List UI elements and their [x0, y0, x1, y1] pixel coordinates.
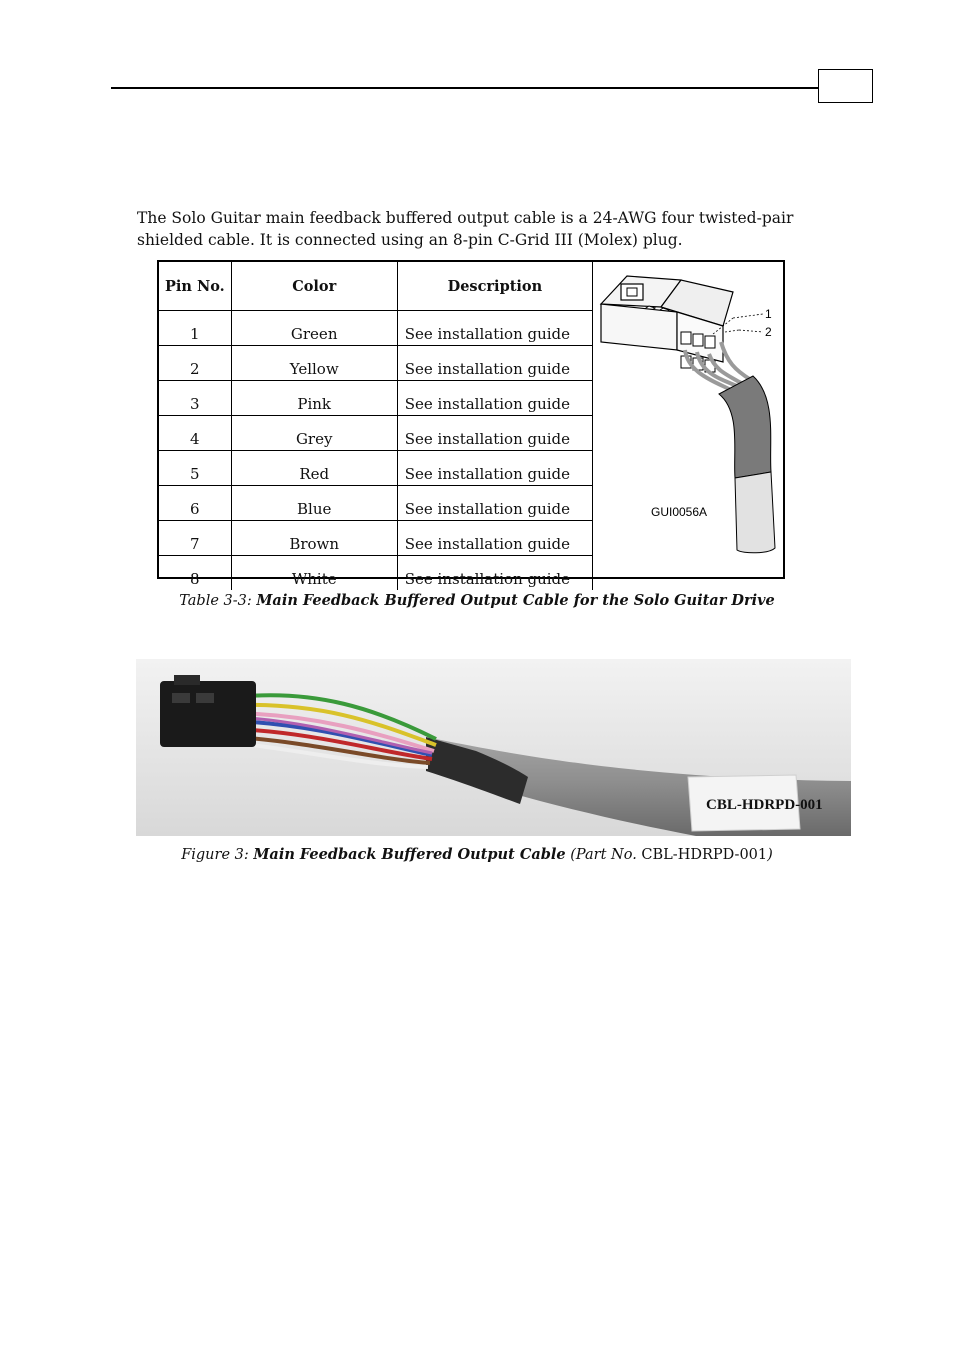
- cable-photo: [136, 659, 851, 836]
- color-cell: Blue: [231, 486, 397, 521]
- color-cell: Brown: [231, 521, 397, 556]
- page-number-box: [818, 69, 873, 103]
- pinout-table: [159, 262, 593, 590]
- diagram-code: GUI0056A: [651, 505, 708, 519]
- intro-paragraph: The Solo Guitar main feedback buffered output cable is a 24-AWG four twisted-pair shielded cable. It is connected using an 8-pin C-Grid III (Molex) plug.: [137, 209, 794, 249]
- figure-caption: [0, 846, 954, 863]
- table-row: [159, 486, 593, 521]
- description-cell: See installation guide: [397, 416, 592, 451]
- description-cell: See installation guide: [397, 381, 592, 416]
- table-caption-prefix: Table 3-3:: [179, 593, 257, 609]
- table-row: [159, 556, 593, 591]
- description-cell: See installation guide: [397, 451, 592, 486]
- connector-diagram: [593, 262, 783, 577]
- table-row: [159, 381, 593, 416]
- pin-cell: 5: [159, 451, 231, 486]
- table-header-row: [159, 262, 593, 311]
- figure-caption-part-close: ): [767, 847, 773, 863]
- pin-cell: 6: [159, 486, 231, 521]
- table-row: [159, 311, 593, 346]
- header-pin: Pin No.: [159, 262, 231, 311]
- description-cell: See installation guide: [397, 556, 592, 591]
- table-caption: [0, 592, 954, 609]
- figure-caption-part-open: (Part No.: [565, 847, 642, 863]
- pin-label-1: 1: [765, 307, 772, 321]
- figure-caption-part-no: CBL-HDRPD-001: [641, 847, 768, 863]
- pin-cell: 7: [159, 521, 231, 556]
- header-rule: [111, 87, 819, 89]
- color-cell: White: [231, 556, 397, 591]
- description-cell: See installation guide: [397, 521, 592, 556]
- table-row: [159, 416, 593, 451]
- color-cell: Grey: [231, 416, 397, 451]
- pin-label-2: 2: [765, 325, 772, 339]
- figure-caption-prefix: Figure 3:: [181, 847, 254, 863]
- description-cell: See installation guide: [397, 311, 592, 346]
- pin-cell: 2: [159, 346, 231, 381]
- color-cell: Yellow: [231, 346, 397, 381]
- color-cell: Red: [231, 451, 397, 486]
- header-description: Description: [397, 262, 592, 311]
- table-row: [159, 451, 593, 486]
- figure-caption-title: Main Feedback Buffered Output Cable: [253, 846, 566, 863]
- pinout-table-frame: [157, 260, 785, 588]
- pin-cell: 1: [159, 311, 231, 346]
- pin-cell: 8: [159, 556, 231, 591]
- table-row: [159, 346, 593, 381]
- description-cell: See installation guide: [397, 486, 592, 521]
- color-cell: Green: [231, 311, 397, 346]
- description-cell: See installation guide: [397, 346, 592, 381]
- header-color: Color: [231, 262, 397, 311]
- cable-label-text: CBL-HDRPD-001: [706, 797, 823, 813]
- table-caption-title: Main Feedback Buffered Output Cable for the Solo Guitar Drive: [256, 592, 775, 609]
- pin-cell: 4: [159, 416, 231, 451]
- pin-cell: 3: [159, 381, 231, 416]
- table-row: [159, 521, 593, 556]
- color-cell: Pink: [231, 381, 397, 416]
